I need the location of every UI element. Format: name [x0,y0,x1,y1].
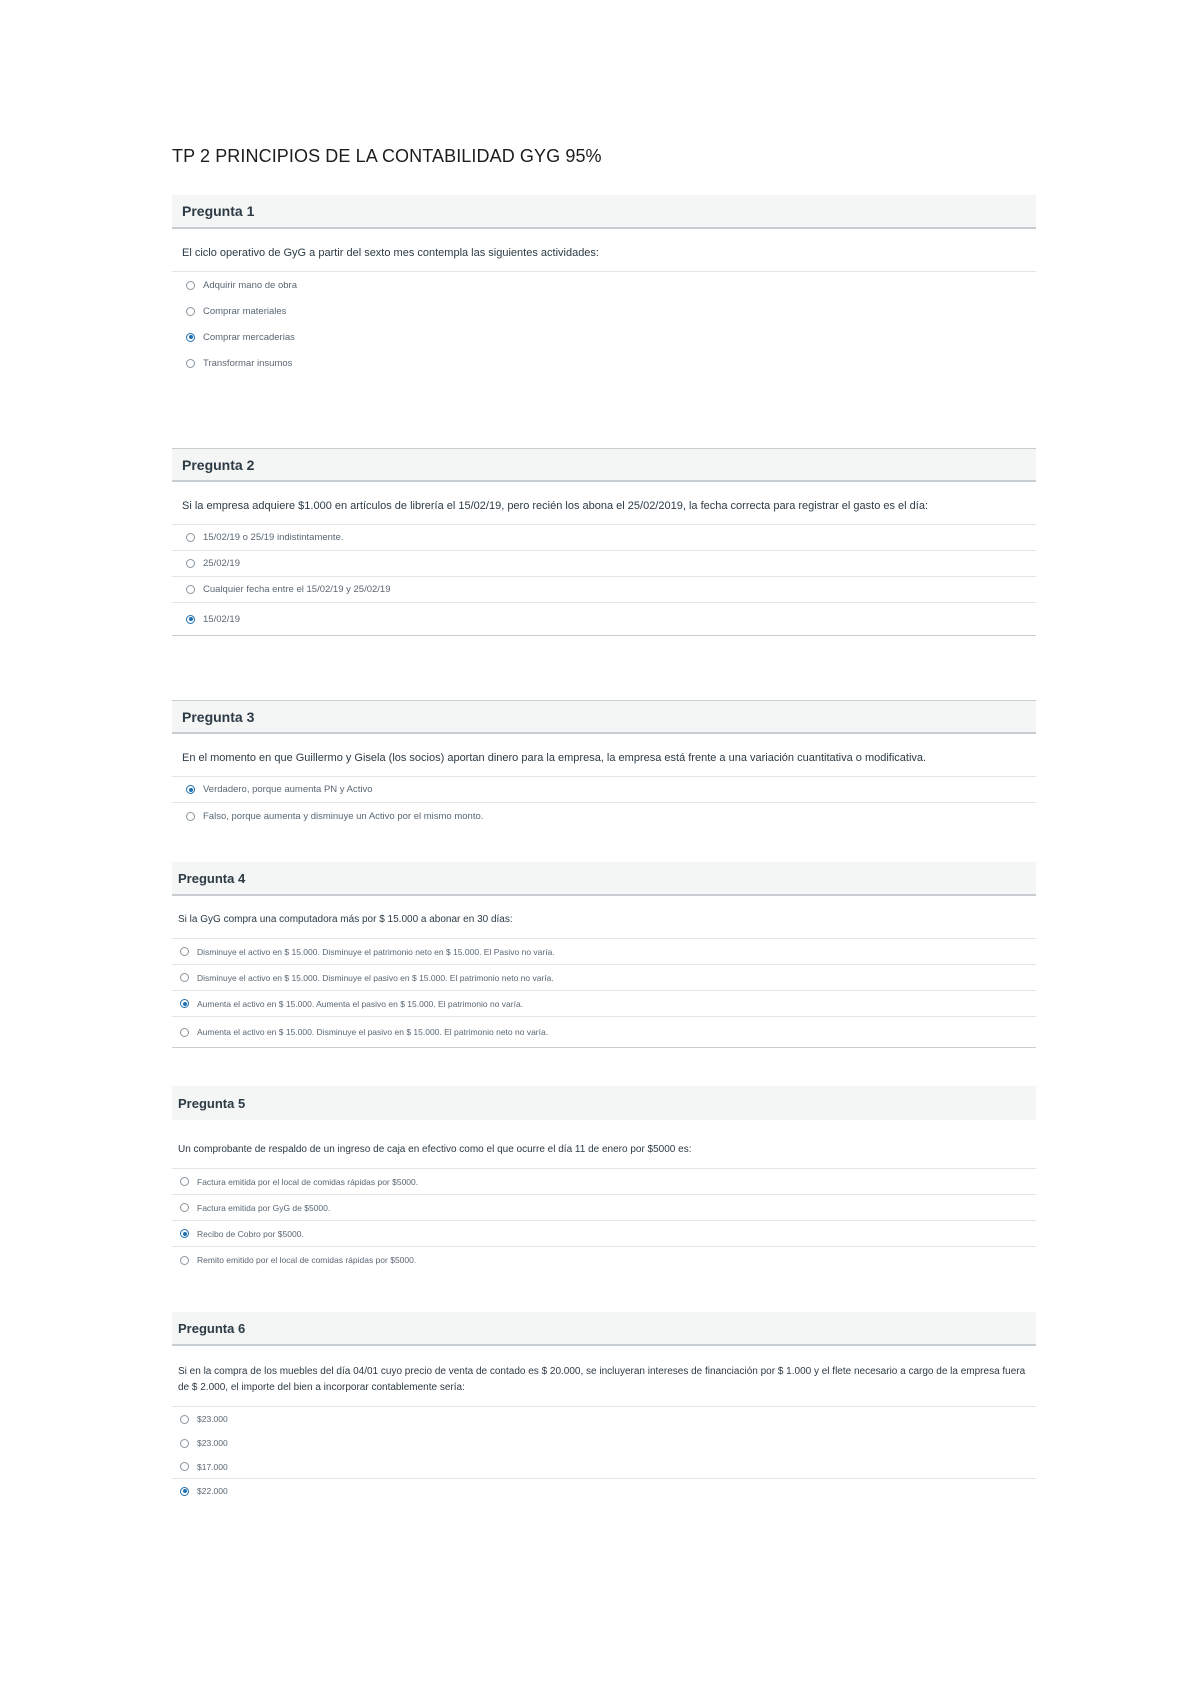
answer-option[interactable]: $23.000 [172,1431,1036,1455]
radio-selected-icon[interactable] [186,615,195,624]
answer-list [172,776,1036,829]
answer-option[interactable]: Factura emitida por el local de comidas rápidas por $5000. [172,1169,1036,1195]
answer-option[interactable]: Disminuye el activo en $ 15.000. Disminuye el patrimonio neto en $ 15.000. El Pasivo no varía. [172,939,1036,965]
answer-option[interactable]: Adquirir mano de obra [172,272,1036,298]
answer-option[interactable]: Comprar materiales [172,298,1036,324]
answer-list [172,1406,1036,1503]
answer-list [172,1168,1036,1273]
question-6 [172,1312,1036,1503]
answer-list [172,524,1036,636]
answer-option[interactable]: Falso, porque aumenta y disminuye un Activo por el mismo monto. [172,803,1036,829]
question-header: Pregunta 2 [172,448,1036,482]
question-text: Si la GyG compra una computadora más por $ 15.000 a abonar en 30 días: [178,914,513,925]
answer-option[interactable]: 15/02/19 o 25/19 indistintamente. [172,525,1036,551]
radio-icon[interactable] [180,1462,189,1471]
document-title: TP 2 PRINCIPIOS DE LA CONTABILIDAD GYG 95% [172,146,602,166]
radio-icon[interactable] [180,1028,189,1037]
question-header: Pregunta 6 [172,1312,1036,1346]
radio-icon[interactable] [180,1415,189,1424]
radio-icon[interactable] [186,359,195,368]
answer-option-selected[interactable]: 15/02/19 [172,603,1036,635]
answer-option[interactable]: Cualquier fecha entre el 15/02/19 y 25/02/19 [172,577,1036,603]
question-header: Pregunta 5 [172,1086,1036,1120]
answer-option[interactable]: 25/02/19 [172,551,1036,577]
radio-icon[interactable] [180,1439,189,1448]
radio-selected-icon[interactable] [180,1229,189,1238]
radio-icon[interactable] [186,307,195,316]
radio-icon[interactable] [186,559,195,568]
radio-icon[interactable] [180,1203,189,1212]
answer-option-selected[interactable]: Comprar mercaderias [172,324,1036,350]
question-text: El ciclo operativo de GyG a partir del sexto mes contempla las siguientes actividades: [182,247,599,259]
radio-selected-icon[interactable] [186,333,195,342]
answer-list [172,938,1036,1048]
radio-icon[interactable] [180,973,189,982]
question-text: Si la empresa adquiere $1.000 en artículos de librería el 15/02/19, pero recién los abona el 25/02/2019, la fecha correcta para registrar el gasto es el día: [182,500,929,512]
radio-selected-icon[interactable] [180,1487,189,1496]
answer-option-selected[interactable]: $22.000 [172,1479,1036,1503]
answer-option[interactable]: Factura emitida por GyG de $5000. [172,1195,1036,1221]
answer-option-selected[interactable]: Verdadero, porque aumenta PN y Activo [172,777,1036,803]
answer-option[interactable]: Aumenta el activo en $ 15.000. Disminuye el pasivo en $ 15.000. El patrimonio neto no varía. [172,1017,1036,1047]
answer-option[interactable]: $17.000 [172,1455,1036,1479]
question-3 [172,700,1036,829]
radio-icon[interactable] [186,812,195,821]
question-5 [172,1086,1036,1273]
question-text: En el momento en que Guillermo y Gisela (los socios) aportan dinero para la empresa, la empresa está frente a una variación cuantitativa o modificativa. [182,752,927,764]
radio-icon[interactable] [186,533,195,542]
question-header: Pregunta 4 [172,862,1036,896]
answer-option[interactable]: Remito emitido por el local de comidas rápidas por $5000. [172,1247,1036,1273]
question-header: Pregunta 3 [172,700,1036,734]
answer-option-selected[interactable]: Aumenta el activo en $ 15.000. Aumenta el pasivo en $ 15.000. El patrimonio no varía. [172,991,1036,1017]
radio-icon[interactable] [180,1177,189,1186]
radio-selected-icon[interactable] [186,785,195,794]
question-2 [172,448,1036,636]
answer-list [172,271,1036,376]
radio-icon[interactable] [186,585,195,594]
radio-icon[interactable] [180,947,189,956]
question-text: Un comprobante de respaldo de un ingreso de caja en efectivo como el que ocurre el día 11 de enero por $5000 es: [178,1144,692,1155]
question-header: Pregunta 1 [172,195,1036,229]
radio-selected-icon[interactable] [180,999,189,1008]
radio-icon[interactable] [180,1256,189,1265]
radio-icon[interactable] [186,281,195,290]
answer-option[interactable]: Transformar insumos [172,350,1036,376]
answer-option-selected[interactable]: Recibo de Cobro por $5000. [172,1221,1036,1247]
question-1 [172,195,1036,376]
answer-option[interactable]: $23.000 [172,1407,1036,1431]
answer-option[interactable]: Disminuye el activo en $ 15.000. Disminuye el pasivo en $ 15.000. El patrimonio neto no varía. [172,965,1036,991]
question-4 [172,862,1036,1048]
question-text: Si en la compra de los muebles del día 04/01 cuyo precio de venta de contado es $ 20.000, se incluyeran intereses de financiación por $ 1.000 y el flete necesario a cargo de la empresa fuera de $ 2.000, el importe del bien a incorporar contablemente sería: [178,1366,1026,1393]
